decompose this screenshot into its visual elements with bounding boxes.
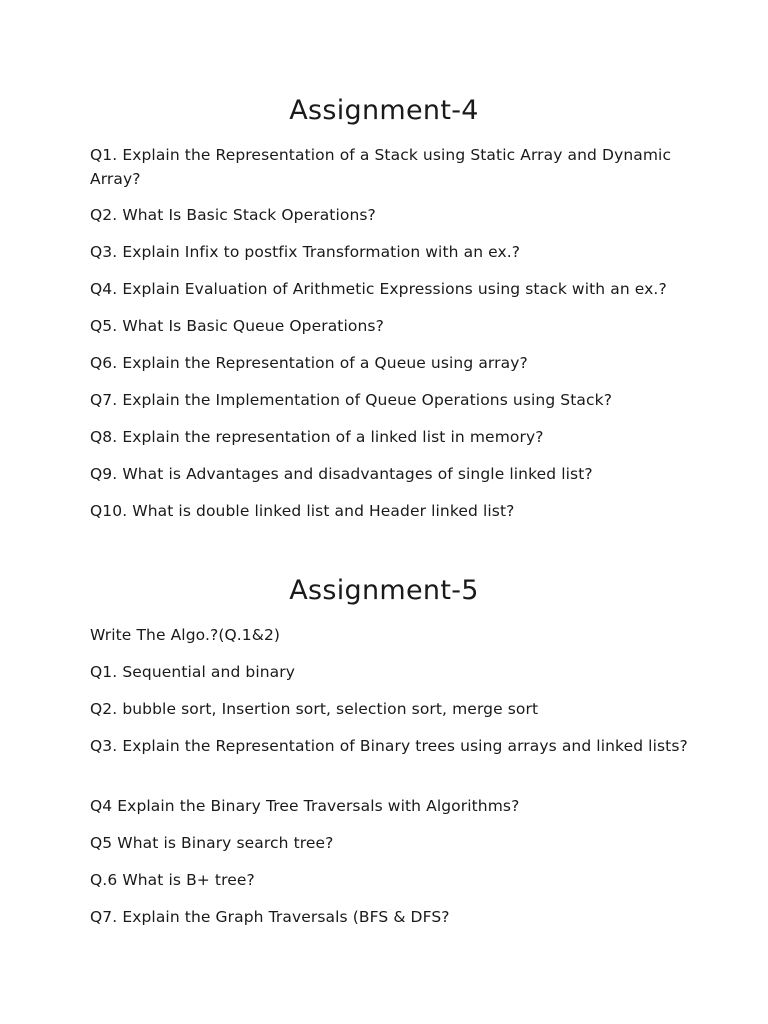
assignment-4-question-8: Q8. Explain the representation of a linked list in memory? (90, 428, 544, 446)
assignment-5-question-3: Q3. Explain the Representation of Binary trees using arrays and linked lists? (90, 737, 688, 755)
assignment-5-question-6: Q.6 What is B+ tree? (90, 871, 255, 889)
assignment-4-question-2: Q2. What Is Basic Stack Operations? (90, 206, 376, 224)
assignment-4-question-3: Q3. Explain Infix to postfix Transformation with an ex.? (90, 243, 521, 261)
assignment-4-question-7: Q7. Explain the Implementation of Queue Operations using Stack? (90, 391, 613, 409)
assignment-4-question-6: Q6. Explain the Representation of a Queue using array? (90, 354, 528, 372)
assignment-5-question-1: Q1. Sequential and binary (90, 663, 296, 681)
assignment-4-question-9: Q9. What is Advantages and disadvantages of single linked list? (90, 465, 593, 483)
assignment-5-intro: Write The Algo.?(Q.1&2) (90, 626, 281, 644)
assignment-5-question-4: Q4 Explain the Binary Tree Traversals with Algorithms? (90, 797, 520, 815)
assignment-4-question-1: Q1. Explain the Representation of a Stack using Static Array and Dynamic Array? (90, 146, 672, 188)
assignment-5-question-7: Q7. Explain the Graph Traversals (BFS & DFS? (90, 908, 450, 926)
assignment-5-question-5: Q5 What is Binary search tree? (90, 834, 334, 852)
assignment-4-question-4: Q4. Explain Evaluation of Arithmetic Expressions using stack with an ex.? (90, 280, 667, 298)
assignment-4-title: Assignment-4 (289, 95, 479, 126)
assignment-4-question-5: Q5. What Is Basic Queue Operations? (90, 317, 384, 335)
assignment-5-question-2: Q2. bubble sort, Insertion sort, selection sort, merge sort (90, 700, 539, 718)
assignment-5-title: Assignment-5 (289, 575, 479, 606)
assignment-4-question-10: Q10. What is double linked list and Header linked list? (90, 502, 515, 520)
